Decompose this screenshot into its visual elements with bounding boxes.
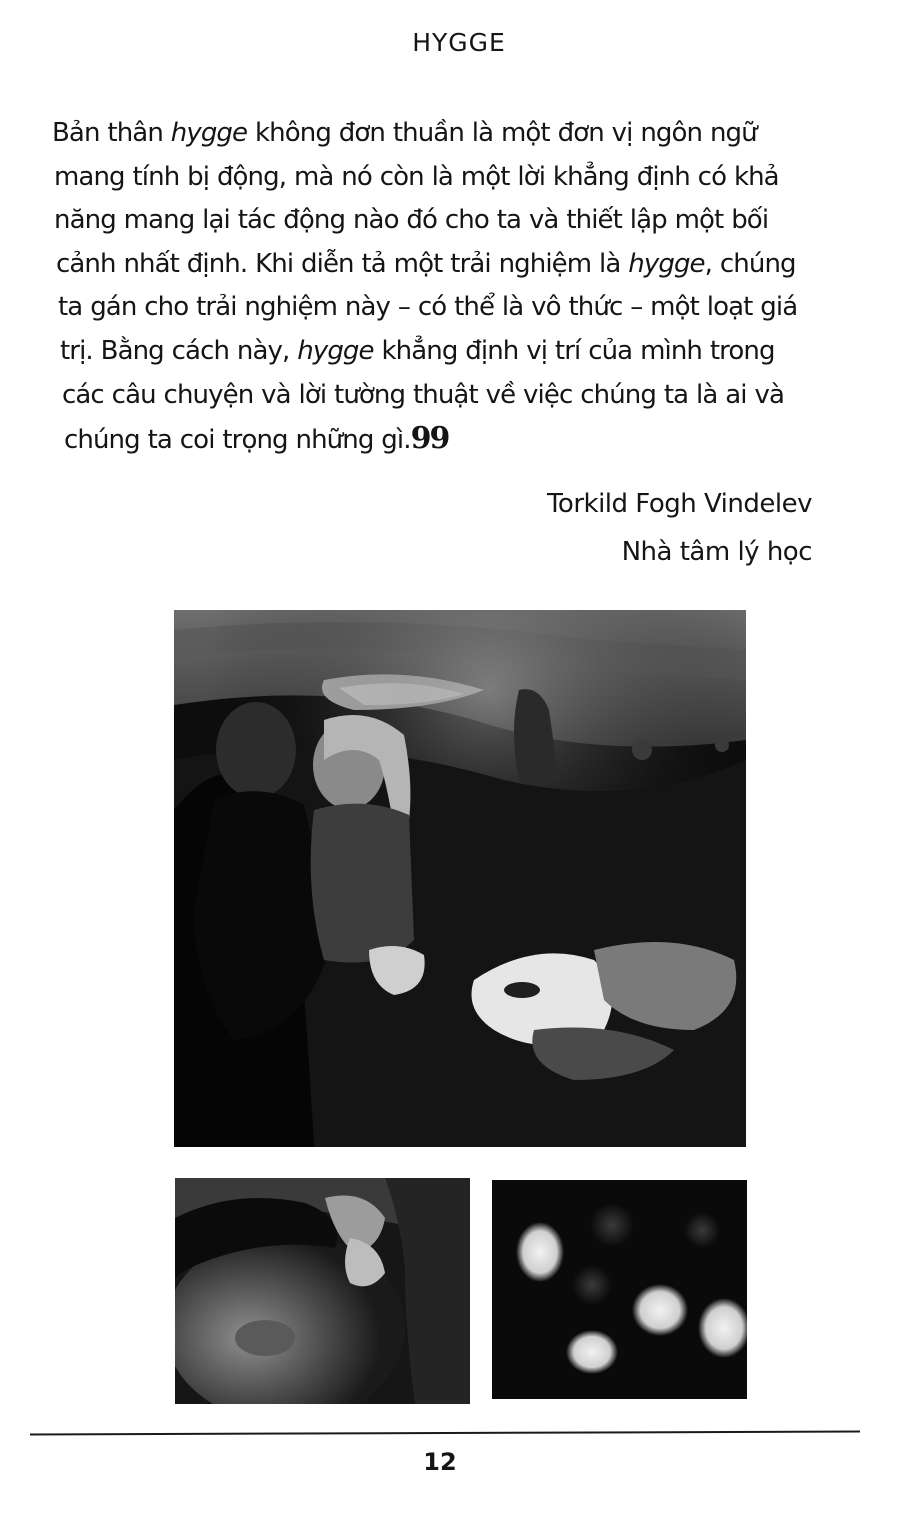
quote-attribution — [547, 480, 812, 576]
picnic-couple-photo — [174, 610, 746, 1147]
page-number: 12 — [423, 1448, 457, 1476]
footer-rule — [30, 1431, 860, 1436]
quote-line: trị. Bằng cách này, hygge khẳng định vị trí của mình trong — [60, 335, 775, 366]
quote-block — [52, 112, 817, 461]
closing-quote-mark: 99 — [410, 421, 449, 457]
quote-line: các câu chuyện và lời tường thuật về việc chúng ta là ai và — [62, 379, 784, 410]
attribution-name: Torkild Fogh Vindelev — [546, 489, 812, 519]
quote-line: chúng ta coi trọng những gì.99 — [64, 421, 449, 457]
bokeh-lights-photo — [492, 1180, 747, 1399]
quote-line: cảnh nhất định. Khi diễn tả một trải nghiệm là hygge, chúng — [56, 248, 796, 279]
running-head-title: HYGGE — [412, 28, 506, 57]
attribution-role: Nhà tâm lý học — [621, 537, 812, 567]
quote-line: năng mang lại tác động nào đó cho ta và thiết lập một bối — [54, 205, 769, 236]
quote-line: mang tính bị động, mà nó còn là một lời khẳng định có khả — [54, 161, 779, 192]
quote-line: Bản thân hygge không đơn thuần là một đơn vị ngôn ngữ — [52, 118, 757, 148]
child-portrait-photo — [175, 1178, 470, 1404]
quote-line: ta gán cho trải nghiệm này – có thể là vô thức – một loạt giá — [58, 292, 798, 323]
